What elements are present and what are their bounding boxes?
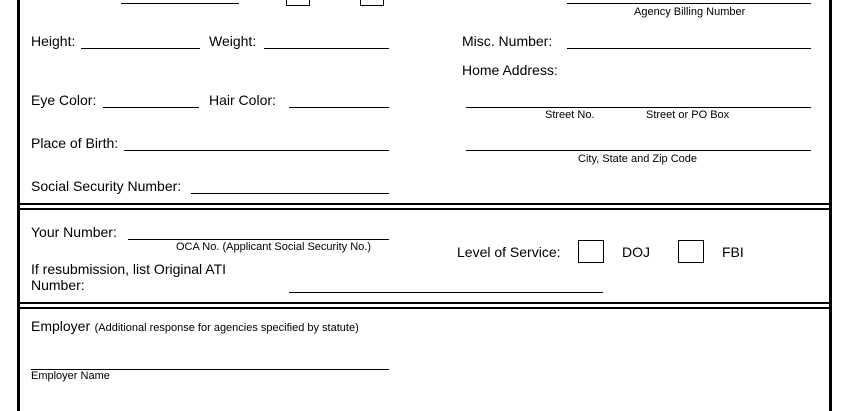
doj-label: DOJ [622,244,650,260]
employer-label: Employer [31,318,91,334]
section-divider [17,208,832,210]
ssn-label: Social Security Number: [31,178,182,194]
ssn-field[interactable] [191,193,389,194]
form-border-right [829,0,832,411]
employer-name-caption: Employer Name [31,370,110,382]
hair-color-label: Hair Color: [209,92,276,108]
top-checkbox-2[interactable] [360,0,384,6]
height-field[interactable] [81,48,200,49]
agency-billing-number-caption: Agency Billing Number [634,6,746,18]
your-number-field[interactable] [128,239,389,240]
level-of-service-label: Level of Service: [457,244,561,260]
weight-label: Weight: [209,33,257,49]
eye-color-label: Eye Color: [31,92,97,108]
doj-checkbox[interactable] [578,240,604,263]
hair-color-field[interactable] [289,107,389,108]
city-state-zip-field[interactable] [466,150,811,151]
original-ati-number-field[interactable] [289,292,603,293]
resubmission-label-line1: If resubmission, list Original ATI [31,261,227,277]
your-number-label: Your Number: [31,224,117,240]
city-state-zip-caption: City, State and Zip Code [578,153,698,165]
agency-billing-number-field[interactable] [567,3,811,4]
height-label: Height: [31,33,76,49]
fbi-label: FBI [722,244,744,260]
employer-heading [31,318,359,336]
top-checkbox-1[interactable] [286,0,310,6]
section-divider [17,302,832,304]
place-of-birth-label: Place of Birth: [31,135,119,151]
section-divider [17,203,832,205]
eye-color-field[interactable] [103,107,199,108]
misc-number-field[interactable] [567,48,811,49]
place-of-birth-field[interactable] [124,150,389,151]
street-or-po-box-caption: Street or PO Box [646,109,730,121]
oca-no-caption: OCA No. (Applicant Social Security No.) [176,241,372,253]
fbi-checkbox[interactable] [678,240,704,263]
resubmission-label-line2: Number: [31,277,85,293]
top-field-line[interactable] [121,3,239,4]
misc-number-label: Misc. Number: [462,33,553,49]
weight-field[interactable] [264,48,389,49]
street-no-caption: Street No. [545,109,595,121]
employer-note: (Additional response for agencies specified by statute) [94,322,359,334]
form-border-left [17,0,20,411]
section-divider [17,307,832,309]
street-address-field[interactable] [466,107,811,108]
home-address-label: Home Address: [462,62,558,78]
